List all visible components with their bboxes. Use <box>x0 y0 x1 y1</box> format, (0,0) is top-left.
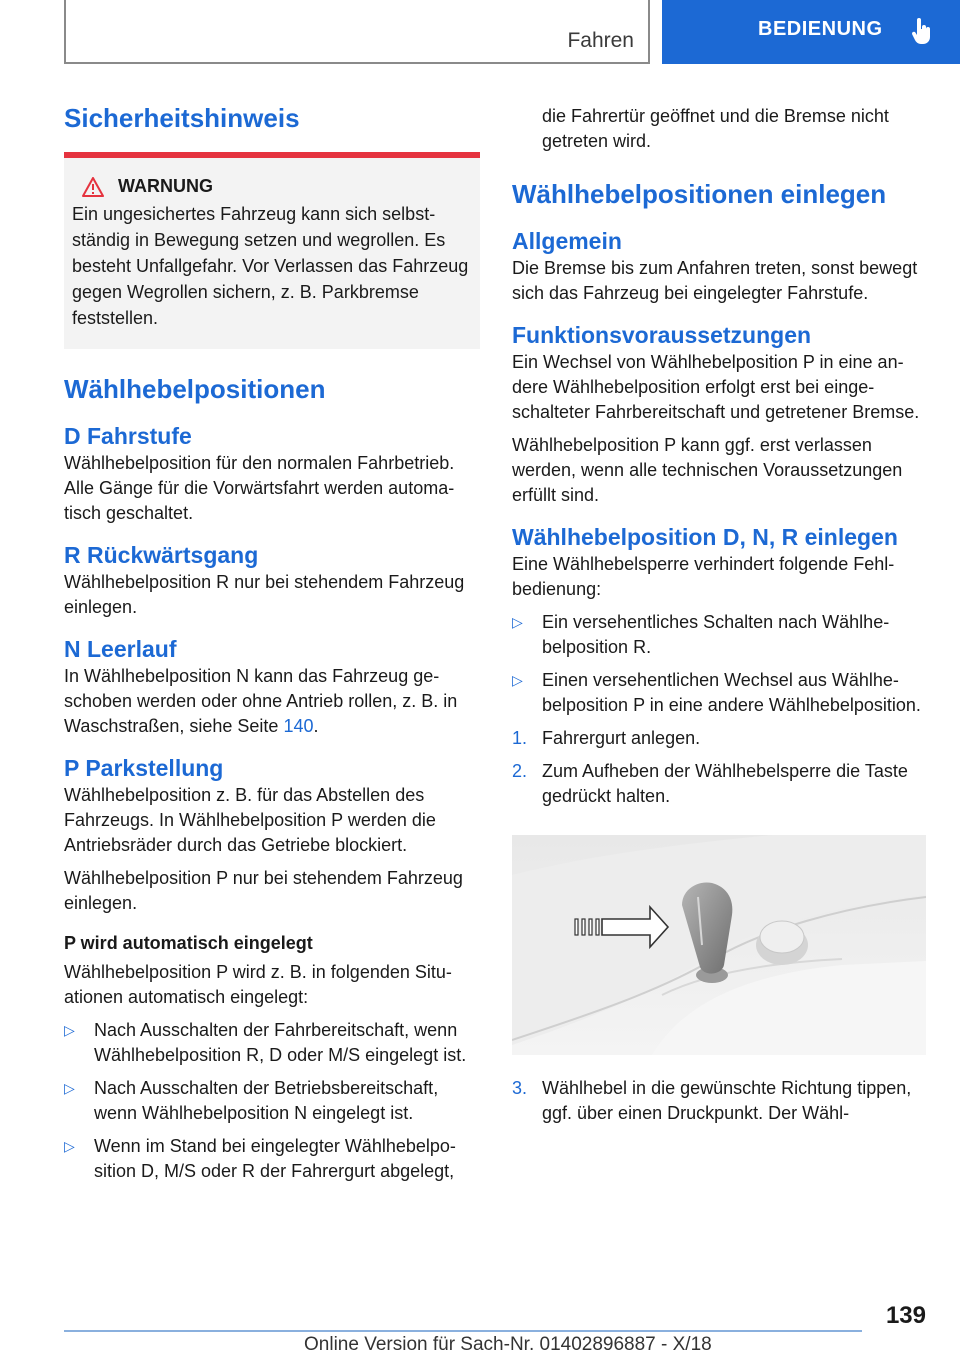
warning-box <box>64 158 480 349</box>
list-item: 3. Wählhebel in die gewünschte Richtung tippen, ggf. über einen Druckpunkt. Der Wähl- <box>512 1078 912 1123</box>
header-section-box <box>662 0 960 64</box>
warning-text: Ein ungesichertes Fahrzeug kann sich selbstständig in Bewegung setzen und wegrollen. Es besteht Unfallgefahr. Vor Verlassen das Fahrzeug gegen Wegrollen sichern, z. B. Parkbremse feststellen. <box>72 204 469 328</box>
positions-title: Wählhebelpositionen <box>64 374 326 404</box>
steps-list-continued <box>512 1076 928 1126</box>
auto-list <box>64 1018 480 1184</box>
safety-title: Sicherheitshinweis <box>64 103 300 133</box>
requirements-text-1: Ein Wechsel von Wählhebelposition P in eine andere Wählhebelposition erfolgt erst bei eingeschalteter Fahrbereitschaft und getretener Bremse. <box>512 352 920 422</box>
n-title: N Leerlauf <box>64 636 177 662</box>
list-item: 1. Fahrergurt anlegen. <box>512 728 701 748</box>
warning-label: WARNUNG <box>118 176 213 196</box>
left-column <box>64 100 480 1192</box>
requirements-title: Funktionsvoraussetzungen <box>512 322 812 348</box>
dnr-text: Eine Wählhebelsperre verhindert folgende Fehlbedienung: <box>512 554 895 599</box>
r-title: R Rückwärtsgang <box>64 542 259 568</box>
triangle-bullet-icon: ▷ <box>64 1138 75 1154</box>
list-item: ▷ Nach Ausschalten der Fahrbereitschaft, wenn Wählhebelposition R, D oder M/S eingelegt ist. <box>64 1020 467 1065</box>
warning-triangle-icon <box>82 177 104 197</box>
footer-divider <box>64 1330 862 1332</box>
triangle-bullet-icon: ▷ <box>512 614 523 630</box>
triangle-bullet-icon: ▷ <box>64 1022 75 1038</box>
list-item: ▷ Nach Ausschalten der Betriebsbereitschaft, wenn Wählhebelposition N eingelegt ist. <box>64 1078 439 1123</box>
list-item: ▷ Einen versehentlichen Wechsel aus Wählhebelposition P in eine andere Wählhebelposition. <box>512 670 921 715</box>
auto-text: Wählhebelposition P wird z. B. in folgenden Situationen automatisch eingelegt: <box>64 962 452 1007</box>
p-title: P Parkstellung <box>64 755 224 781</box>
footer-online-version: Online Version für Sach-Nr. 01402896887 - X/18 <box>304 1334 712 1355</box>
continued-text: die Fahrertür geöffnet und die Bremse nicht getreten wird. <box>542 106 889 151</box>
hand-pointer-icon <box>910 18 934 46</box>
requirements-text-2: Wählhebelposition P kann ggf. erst verlassen werden, wenn alle technischen Voraussetzungen erfüllt sind. <box>512 435 903 505</box>
header-section: BEDIENUNG <box>758 17 883 40</box>
dnr-list <box>512 610 928 718</box>
triangle-bullet-icon: ▷ <box>64 1080 75 1096</box>
list-item: ▷ Wenn im Stand bei eingelegter Wählhebelposition D, M/S oder R der Fahrergurt abgelegt, <box>64 1136 456 1181</box>
right-column <box>512 104 928 1134</box>
engage-title: Wählhebelpositionen einlegen <box>512 179 887 209</box>
d-text: Wählhebelposition für den normalen Fahrbetrieb. Alle Gänge für die Vorwärtsfahrt werden automatisch geschaltet. <box>64 453 455 523</box>
gear-selector-illustration <box>512 835 926 1055</box>
r-text: Wählhebelposition R nur bei stehendem Fahrzeug einlegen. <box>64 572 465 617</box>
header-chapter: Fahren <box>567 29 634 52</box>
general-text: Die Bremse bis zum Anfahren treten, sonst bewegt sich das Fahrzeug bei eingelegter Fahrstufe. <box>512 258 918 303</box>
page-link[interactable]: 140 <box>283 716 314 736</box>
steps-list <box>512 726 928 809</box>
dnr-title: Wählhebelposition D, N, R einlegen <box>512 524 898 550</box>
general-title: Allgemein <box>512 228 622 254</box>
warning-heading <box>72 176 472 197</box>
auto-title: P wird automatisch eingelegt <box>64 933 313 953</box>
triangle-bullet-icon: ▷ <box>512 672 523 688</box>
n-text: In Wählhebelposition N kann das Fahrzeug geschoben werden oder ohne Antrieb rollen, z. B. in Waschstraßen, siehe Seite 140. <box>64 666 458 736</box>
p-text-2: Wählhebelposition P nur bei stehendem Fahrzeug einlegen. <box>64 868 463 913</box>
p-text-1: Wählhebelposition z. B. für das Abstellen des Fahrzeugs. In Wählhebelposition P werden die Antriebsräder durch das Getriebe blockiert. <box>64 785 436 855</box>
header-chapter-box <box>64 0 650 64</box>
list-item: 2. Zum Aufheben der Wählhebelsperre die Taste gedrückt halten. <box>512 761 908 806</box>
page-number: 139 <box>885 1302 926 1329</box>
list-item: ▷ Ein versehentliches Schalten nach Wählhebelposition R. <box>512 612 890 657</box>
d-title: D Fahrstufe <box>64 423 192 449</box>
